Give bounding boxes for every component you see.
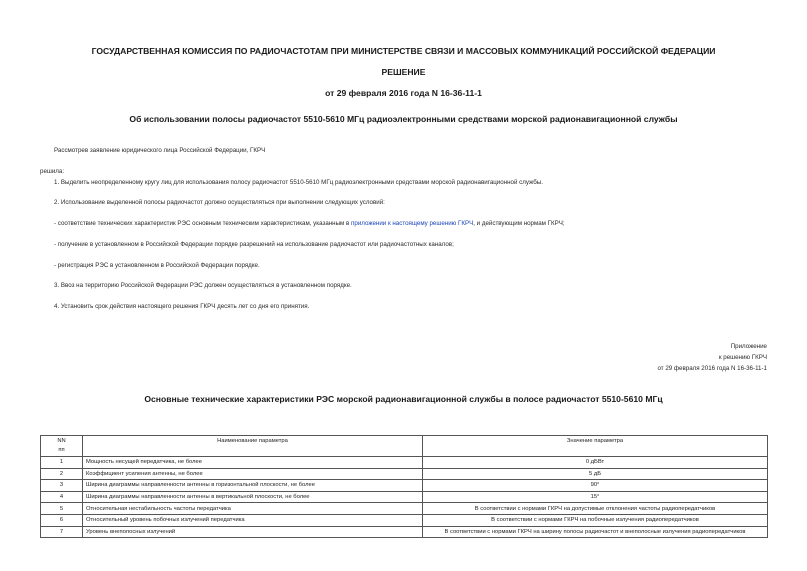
table-row — [41, 468, 768, 480]
row-parameter-name: Ширина диаграммы направленности антенны в горизонтальной плоскости, не более — [83, 480, 423, 492]
table-row — [41, 457, 768, 469]
document-date-number: от 29 февраля 2016 года N 16-36-11-1 — [325, 88, 482, 98]
commission-heading: ГОСУДАРСТВЕННАЯ КОМИССИЯ ПО РАДИОЧАСТОТАМ ПРИ МИНИСТЕРСТВЕ СВЯЗИ И МАССОВЫХ КОММУНИКАЦИЙ РОССИЙСКОЙ ФЕДЕРАЦИИ — [91, 46, 716, 56]
appendix-link[interactable]: приложении к настоящему решению ГКРЧ — [351, 220, 474, 227]
appendix-title: Основные технические характеристики РЭС морской радионавигационной службы в полосе радиочастот 5510-5610 МГц — [144, 394, 663, 404]
row-parameter-name: Относительный уровень побочных излучений передатчика — [83, 514, 423, 526]
considered-text: Рассмотрев заявление юридического лица Российской Федерации, ГКРЧ — [54, 147, 266, 154]
appendix-to-decision: к решению ГКРЧ — [718, 354, 767, 361]
decided-text: решила: — [40, 168, 65, 175]
row-parameter-value: 15° — [423, 491, 768, 503]
condition-1 — [54, 220, 565, 227]
header-num — [41, 436, 83, 457]
table-row — [41, 480, 768, 492]
document-type: РЕШЕНИЕ — [381, 67, 426, 77]
table-row — [41, 503, 768, 515]
header-parameter-name: Наименование параметра — [83, 436, 423, 457]
row-num: 6 — [41, 514, 83, 526]
item-1: 1. Выделить неопределенному кругу лиц для использования полосу радиочастот 5510-5610 МГц радиоэлектронными средствами морской радионавигационной службы. — [54, 179, 543, 186]
item-3: 3. Ввоз на территорию Российской Федерации РЭС должен осуществляться в установленном порядке. — [54, 282, 352, 289]
row-parameter-value: 90° — [423, 480, 768, 492]
item-4: 4. Установить срок действия настоящего решения ГКРЧ десять лет со дня его принятия. — [54, 303, 310, 310]
row-parameter-name: Мощность несущей передатчика, не более — [83, 457, 423, 469]
table-row — [41, 514, 768, 526]
appendix-label: Приложение — [730, 343, 767, 350]
item-2: 2. Использование выделенной полосы радиочастот должно осуществляться при выполнении следующих условий: — [54, 199, 385, 206]
row-parameter-name: Уровень внеполосных излучений — [83, 526, 423, 538]
row-parameter-value: В соответствии с нормами ГКРЧ на ширину полосы радиочастот и внеполосные излучения радиопередатчиков — [423, 526, 768, 538]
header-parameter-value: Значение параметра — [423, 436, 768, 457]
header-num-line1: NN — [57, 438, 66, 444]
row-parameter-value: 0 дБВт — [423, 457, 768, 469]
condition-3: - регистрация РЭС в установленном в Российской Федерации порядке. — [54, 262, 260, 269]
table-header-row — [41, 436, 768, 457]
row-parameter-value: 5 дБ — [423, 468, 768, 480]
row-num: 2 — [41, 468, 83, 480]
row-parameter-value: В соответствии с нормами ГКРЧ на допустимые отклонения частоты радиопередатчиков — [423, 503, 768, 515]
row-num: 7 — [41, 526, 83, 538]
table-row — [41, 491, 768, 503]
row-num: 4 — [41, 491, 83, 503]
condition-2: - получение в установленном в Российской Федерации порядке разрешений на использование радиочастот или радиочастотных каналов; — [54, 241, 454, 248]
parameters-table — [40, 435, 768, 538]
row-num: 1 — [41, 457, 83, 469]
row-parameter-name: Ширина диаграммы направленности антенны в вертикальной плоскости, не более — [83, 491, 423, 503]
row-num: 5 — [41, 503, 83, 515]
row-parameter-name: Коэффициент усиления антенны, не более — [83, 468, 423, 480]
appendix-date-number: от 29 февраля 2016 года N 16-36-11-1 — [657, 365, 767, 372]
row-num: 3 — [41, 480, 83, 492]
condition-1-text-before: - соответствие технических характеристик РЭС основным техническим характеристикам, указанным в — [54, 220, 352, 227]
condition-1-text-after: , и действующим нормам ГКРЧ; — [473, 220, 565, 227]
row-parameter-name: Относительная нестабильность частоты передатчика — [83, 503, 423, 515]
table-row — [41, 526, 768, 538]
document-subject: Об использовании полосы радиочастот 5510-5610 МГц радиоэлектронными средствами морской радионавигационной службы — [129, 114, 678, 124]
header-num-line2: пп — [58, 447, 65, 453]
row-parameter-value: В соответствии с нормами ГКРЧ на побочные излучения радиопередатчиков — [423, 514, 768, 526]
